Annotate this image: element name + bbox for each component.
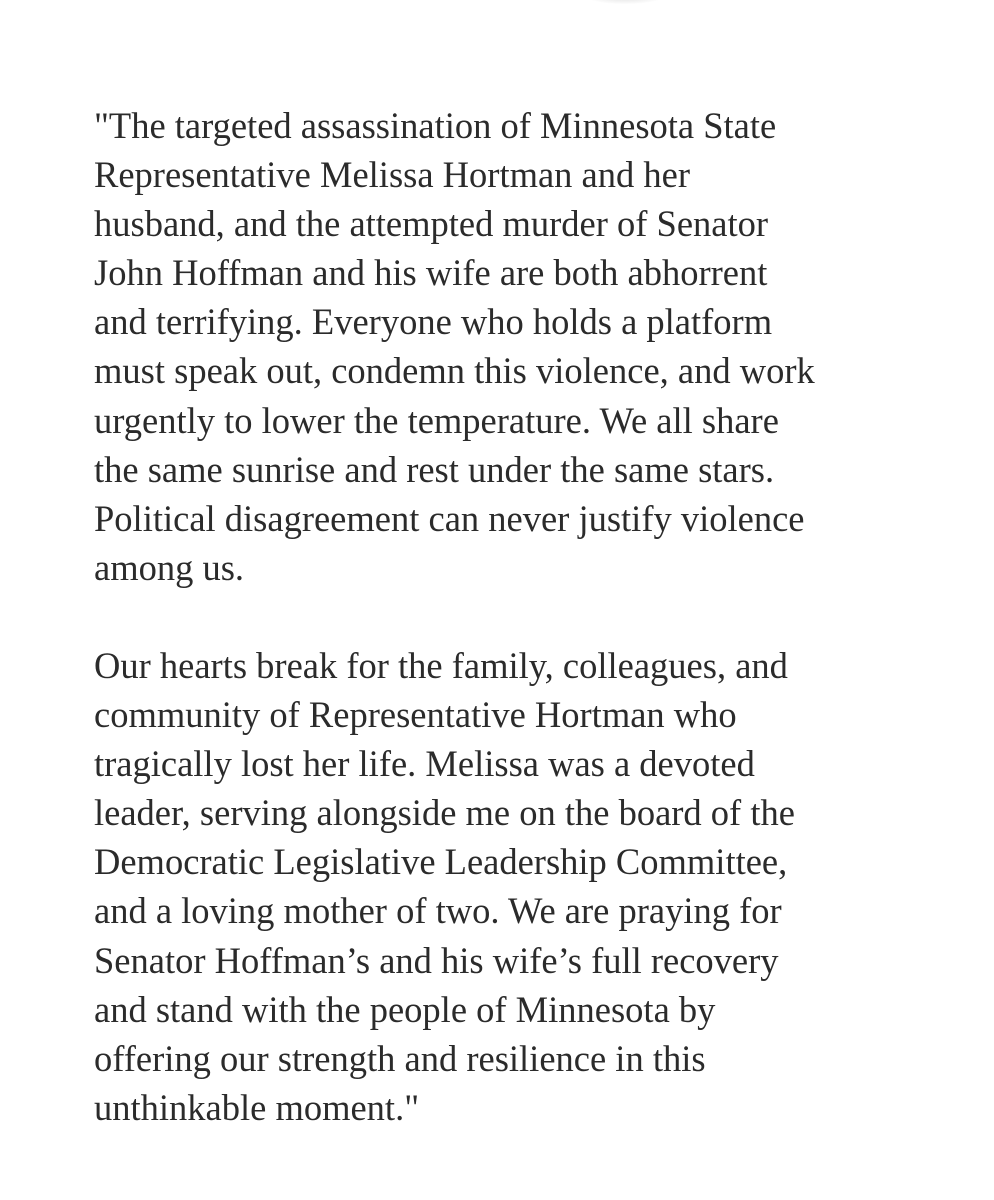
- paragraph-2: [94, 641, 954, 1132]
- text-line: unthinkable moment.": [94, 1086, 420, 1128]
- text-line: John Hoffman and his wife are both abhorrent: [94, 252, 768, 294]
- text-line: leader, serving alongside me on the board of the: [94, 792, 795, 834]
- top-edge-shadow: [585, 0, 665, 4]
- text-line: Representative Melissa Hortman and her: [94, 154, 690, 196]
- text-line: and a loving mother of two. We are praying for: [94, 890, 782, 932]
- text-line: urgently to lower the temperature. We all share: [94, 399, 779, 441]
- text-line: Our hearts break for the family, colleagues, and: [94, 644, 788, 686]
- paragraph-1: [94, 101, 954, 592]
- text-line: husband, and the attempted murder of Senator: [94, 203, 769, 245]
- text-line: community of Representative Hortman who: [94, 694, 737, 736]
- text-line: Democratic Legislative Leadership Committee,: [94, 841, 788, 883]
- text-line: the same sunrise and rest under the same stars.: [94, 448, 775, 490]
- text-line: Political disagreement can never justify violence: [94, 497, 805, 539]
- statement-text: [94, 101, 954, 1132]
- text-line: tragically lost her life. Melissa was a devoted: [94, 743, 755, 785]
- text-line: Senator Hoffman’s and his wife’s full recovery: [94, 939, 779, 981]
- text-line: "The targeted assassination of Minnesota State: [94, 105, 777, 146]
- text-line: offering our strength and resilience in this: [94, 1037, 706, 1079]
- text-line: among us.: [94, 546, 245, 588]
- text-line: and terrifying. Everyone who holds a platform: [94, 301, 773, 343]
- text-line: and stand with the people of Minnesota by: [94, 988, 716, 1030]
- text-line: must speak out, condemn this violence, and work: [94, 350, 815, 392]
